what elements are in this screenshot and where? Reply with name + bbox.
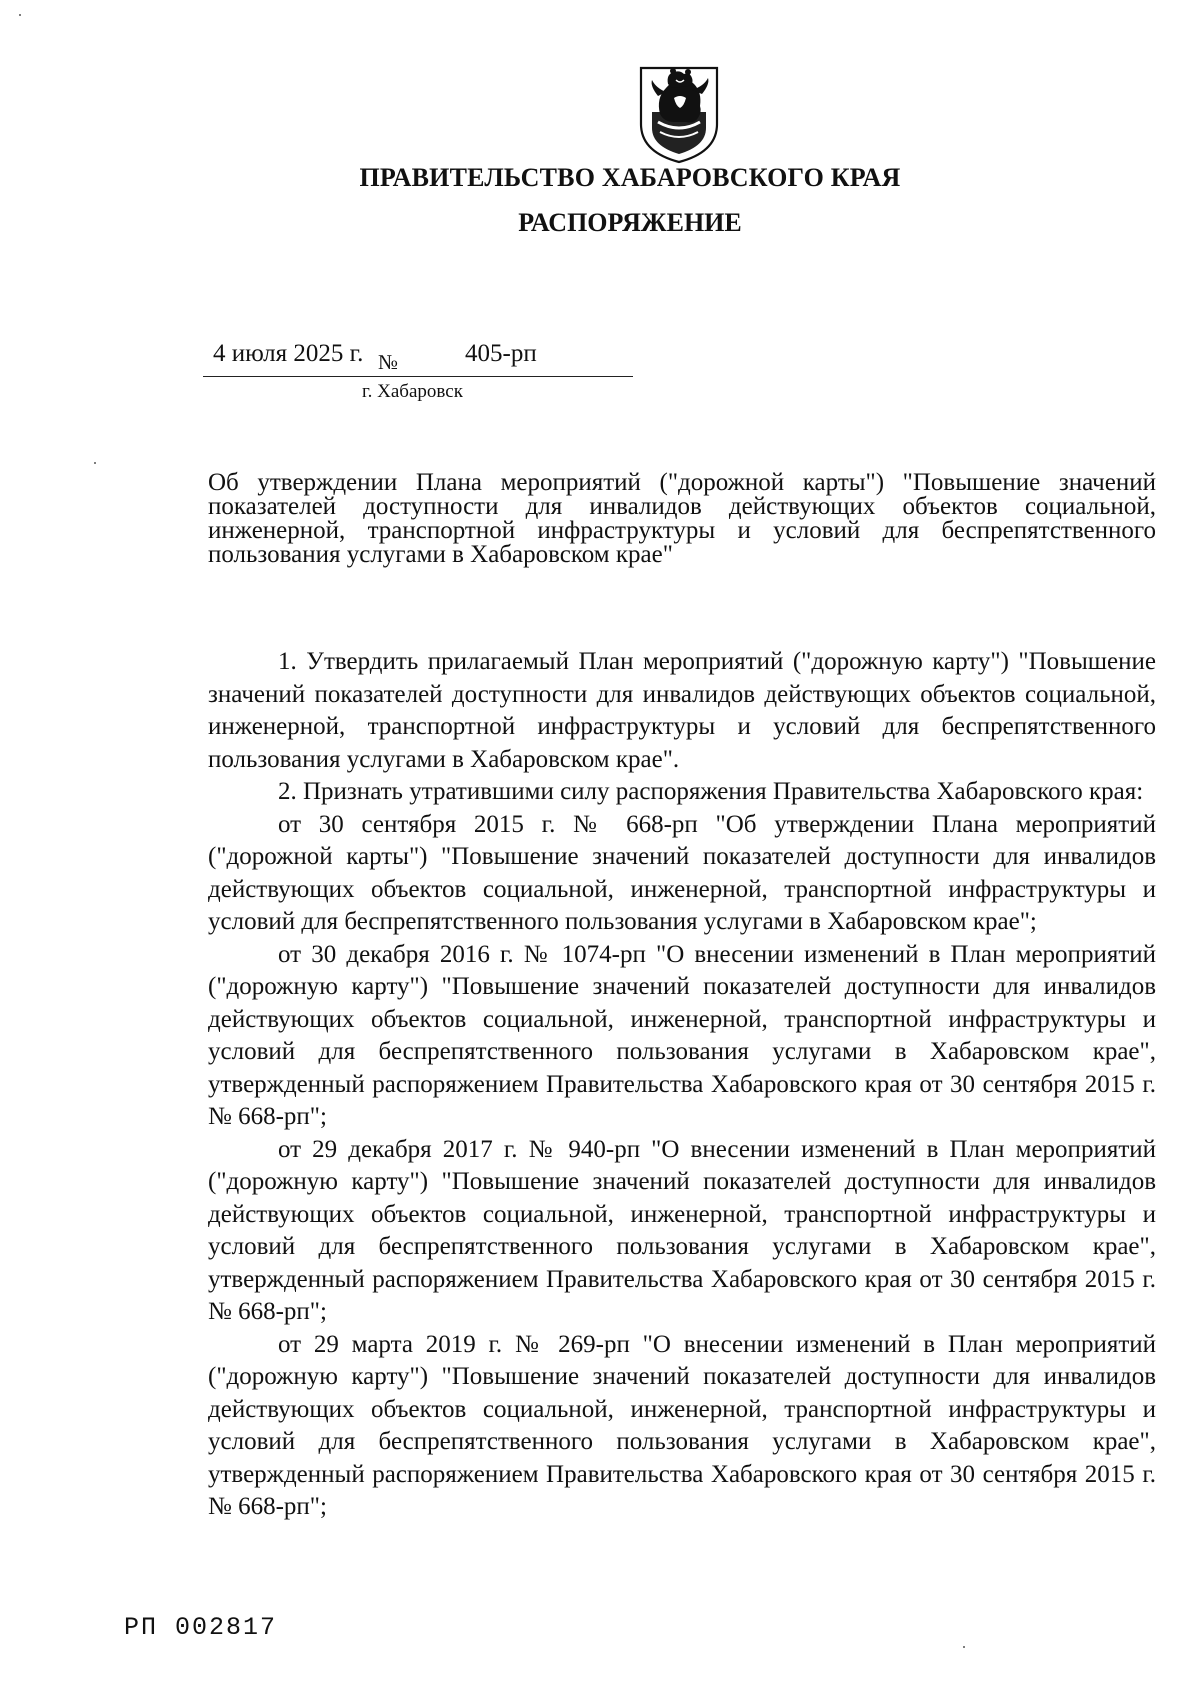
- scan-speck: [94, 462, 96, 464]
- paragraph-repeal-intro: 2. Признать утратившими силу распоряжения Правительства Хабаровского края:: [278, 778, 1144, 805]
- paragraph-repeal-item-2017: от 29 декабря 2017 г. № 940-рп "О внесении изменений в План мероприятий ("дорожную карту") "Повышение значений показателей доступности для инвалидов действующих объектов социальной, инженерной, транспортной инфраструктуры и условий для беспрепятственного пользования услугами в Хабаровском крае", утвержденный распоряжением Правительства Хабаровского края от 30 сентября 2015 г. № 668-рп";: [208, 1135, 1156, 1325]
- document-meta-line: [203, 340, 633, 377]
- scan-speck: [963, 1646, 965, 1648]
- document-city: г. Хабаровск: [362, 381, 463, 402]
- paragraph-repeal-item-2016: от 30 декабря 2016 г. № 1074-рп "О внесении изменений в План мероприятий ("дорожную карту") "Повышение значений показателей доступности для инвалидов действующих объектов социальной, инженерной, транспортной инфраструктуры и условий для беспрепятственного пользования услугами в Хабаровском крае", утвержденный распоряжением Правительства Хабаровского края от 30 сентября 2015 г. № 668-рп";: [208, 940, 1156, 1130]
- number-sign: №: [378, 350, 399, 374]
- document-number: 405-рп: [465, 340, 537, 367]
- document-body: [208, 646, 1156, 1524]
- coat-of-arms-icon: [636, 62, 722, 166]
- paragraph-repeal-item-2019: от 29 марта 2019 г. № 269-рп "О внесении изменений в План мероприятий ("дорожную карту") "Повышение значений показателей доступности для инвалидов действующих объектов социальной, инженерной, транспортной инфраструктуры и условий для беспрепятственного пользования услугами в Хабаровском крае", утвержденный распоряжением Правительства Хабаровского края от 30 сентября 2015 г. № 668-рп";: [208, 1330, 1156, 1520]
- document-date: 4 июля 2025 г.: [213, 340, 364, 367]
- paragraph-repeal-item-2015: от 30 сентября 2015 г. № 668-рп "Об утверждении Плана мероприятий ("дорожной карты") "Повышение значений показателей доступности для инвалидов действующих объектов социальной, инженерной, транспортной инфраструктуры и условий для беспрепятственного пользования услугами в Хабаровском крае";: [208, 810, 1156, 935]
- footer-form-code: РП 002817: [124, 1613, 278, 1642]
- scan-speck: [19, 14, 21, 16]
- document-type-heading: РАСПОРЯЖЕНИЕ: [518, 208, 742, 237]
- paragraph-approve: 1. Утвердить прилагаемый План мероприятий ("дорожную карту") "Повышение значений показателей доступности для инвалидов действующих объектов социальной, инженерной, транспортной инфраструктуры и условий для беспрепятственного пользования услугами в Хабаровском крае".: [208, 648, 1156, 773]
- government-title: ПРАВИТЕЛЬСТВО ХАБАРОВСКОГО КРАЯ: [359, 163, 901, 192]
- document-subject: Об утверждении Плана мероприятий ("дорожной карты") "Повышение значений показателей доступности для инвалидов действующих объектов социальной, инженерной, транспортной инфраструктуры и условий для беспрепятственного пользования услугами в Хабаровском крае": [208, 469, 1156, 568]
